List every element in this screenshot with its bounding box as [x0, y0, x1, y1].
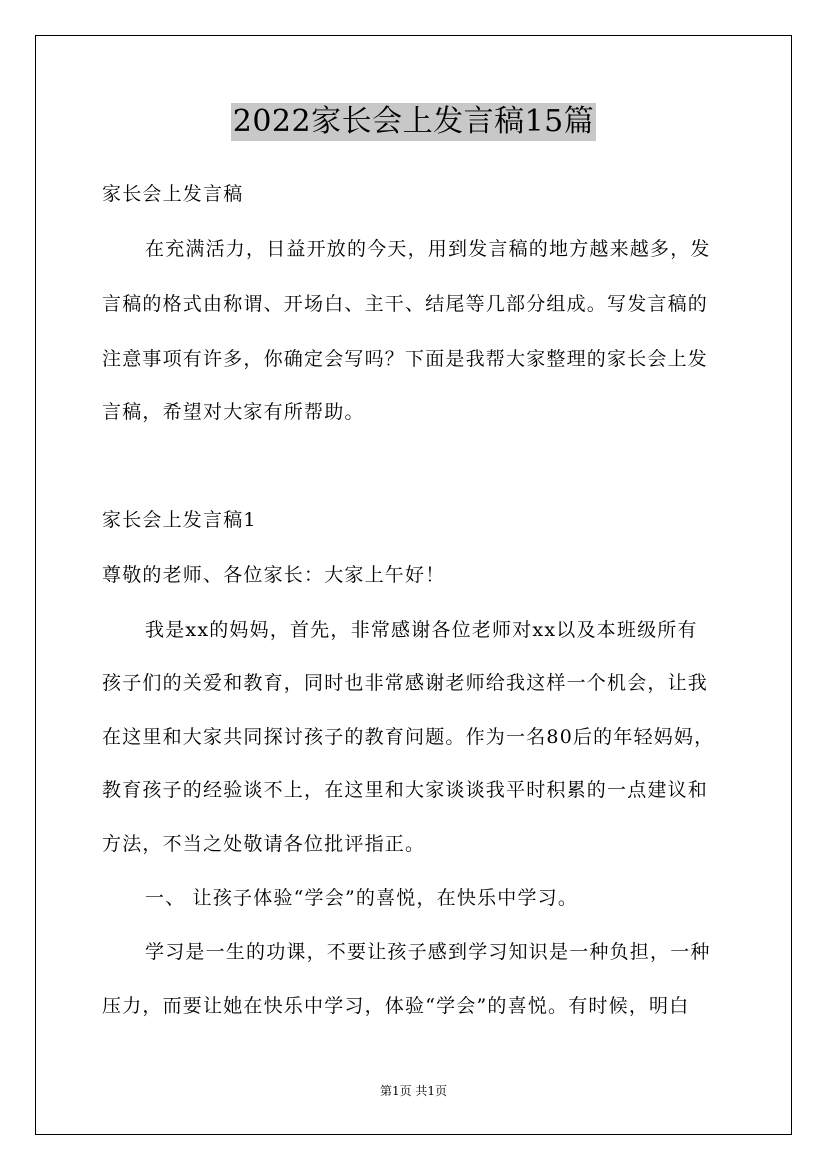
body-line: 在这里和大家共同探讨孩子的教育问题。作为一名80后的年轻妈妈，: [102, 726, 715, 748]
intro-line: 注意事项有许多，你确定会写吗？下面是我帮大家整理的家长会上发: [102, 348, 709, 370]
intro-line: 在充满活力，日益开放的今天，用到发言稿的地方越来越多，发: [145, 238, 711, 260]
point-body-line: 压力，而要让她在快乐中学习，体验“学会”的喜悦。有时候，明白: [102, 995, 690, 1017]
section-title: 家长会上发言稿1: [102, 509, 257, 531]
document-title: 2022家长会上发言稿15篇: [232, 104, 595, 139]
intro-line: 言稿，希望对大家有所帮助。: [102, 401, 365, 423]
body-line: 孩子们的关爱和教育，同时也非常感谢老师给我这样一个机会，让我: [102, 672, 709, 694]
point-body-line: 学习是一生的功课，不要让孩子感到学习知识是一种负担，一种: [145, 941, 711, 963]
body-line: 教育孩子的经验谈不上，在这里和大家谈谈我平时积累的一点建议和: [102, 779, 709, 801]
body-line: 方法，不当之处敬请各位批评指正。: [102, 833, 426, 855]
point-heading: 一、 让孩子体验“学会”的喜悦，在快乐中学习。: [145, 887, 579, 909]
title-block: [0, 103, 827, 141]
page-number: 第1页 共1页: [379, 1084, 448, 1098]
body-line: 我是xx的妈妈，首先，非常感谢各位老师对xx以及本班级所有: [145, 619, 698, 641]
intro-line: 言稿的格式由称谓、开场白、主干、结尾等几部分组成。写发言稿的: [102, 293, 709, 315]
greeting: 尊敬的老师、各位家长：大家上午好！: [102, 564, 446, 586]
section-heading: 家长会上发言稿: [102, 183, 244, 205]
